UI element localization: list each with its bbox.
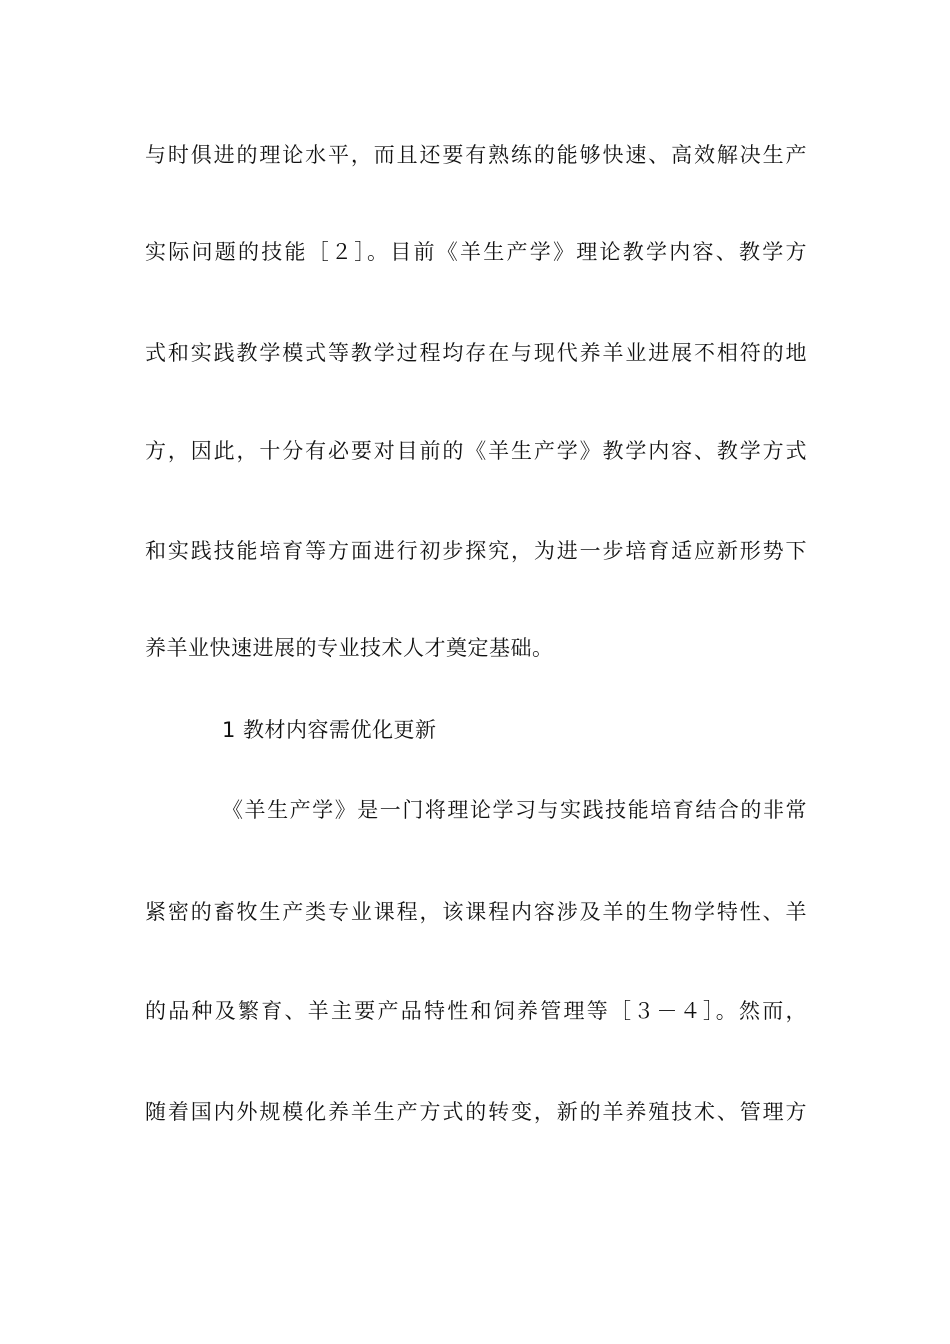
paragraph-1-line-1: 与时俱进的理论水平，而且还要有熟练的能够快速、高效解决生产 xyxy=(145,143,807,167)
paragraph-2-line-4: 随着国内外规模化养羊生产方式的转变，新的羊养殖技术、管理方 xyxy=(145,1100,807,1124)
paragraph-2-line-2: 紧密的畜牧生产类专业课程，该课程内容涉及羊的生物学特性、羊 xyxy=(145,900,807,924)
paragraph-1-line-4: 方，因此，十分有必要对目前的《羊生产学》教学内容、教学方式 xyxy=(145,439,807,463)
paragraph-1-line-6: 养羊业快速进展的专业技术人才奠定基础。 xyxy=(145,636,554,660)
section-heading: 1 教材内容需优化更新 xyxy=(222,718,437,742)
paragraph-2-line-1: 《羊生产学》是一门将理论学习与实践技能培育结合的非常 xyxy=(222,798,807,822)
paragraph-1-line-3: 式和实践教学模式等教学过程均存在与现代养羊业进展不相符的地 xyxy=(145,341,807,365)
paragraph-2-line-3: 的品种及繁育、羊主要产品特性和饲养管理等［３－４］。然而， xyxy=(145,999,807,1023)
paragraph-1-line-2: 实际问题的技能［２］。目前《羊生产学》理论教学内容、教学方 xyxy=(145,240,807,264)
paragraph-1-line-5: 和实践技能培育等方面进行初步探究，为进一步培育适应新形势下 xyxy=(145,539,807,563)
